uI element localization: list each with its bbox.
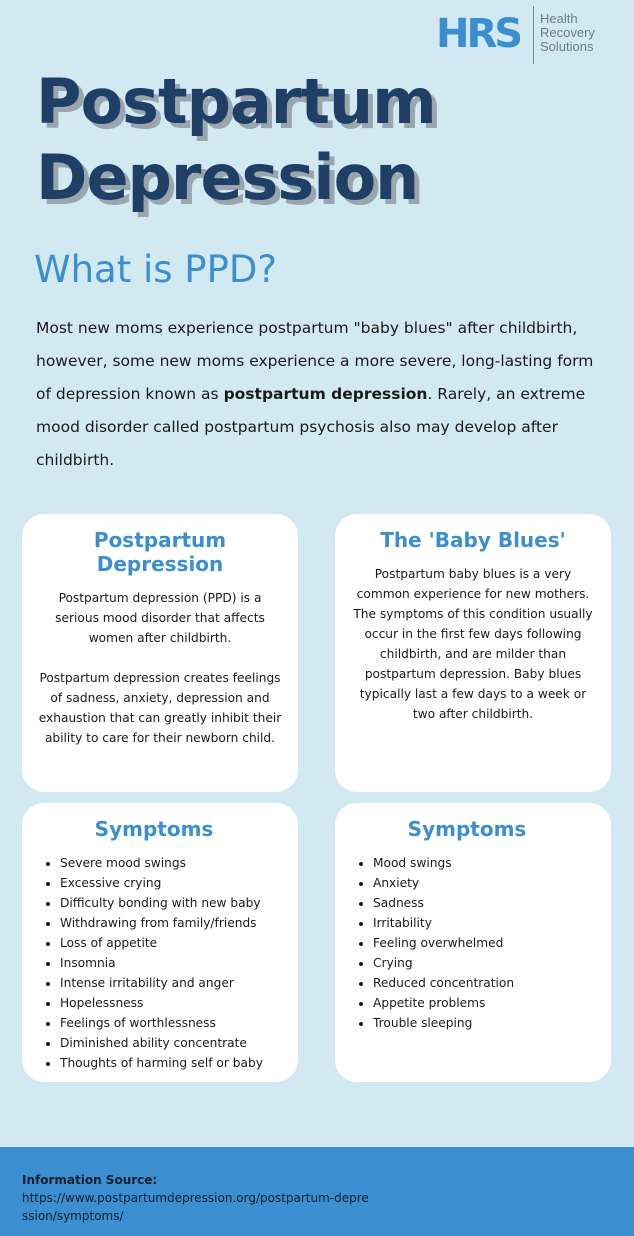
card-baby-blues — [335, 514, 611, 792]
intro-text-before: Most new moms experience postpartum "baby blues" after childbirth, however, some new moms experience a more severe, long-lasting form of depression known as — [36, 319, 594, 403]
list-item: • Feeling overwhelmed — [373, 933, 595, 953]
logo-line-2: Recovery — [540, 25, 595, 40]
source-url: https://www.postpartumdepression.org/postpartum-depression/symptoms/ — [22, 1191, 369, 1223]
card-title: The 'Baby Blues' — [380, 528, 566, 552]
footer-source — [0, 1147, 634, 1236]
card-symptoms-ppd — [22, 803, 298, 1082]
intro-text-bold: postpartum depression — [223, 385, 428, 403]
list-item: • Appetite problems — [373, 993, 595, 1013]
list-item: • Hopelessness — [60, 993, 282, 1013]
list-item: • Severe mood swings — [60, 853, 282, 873]
list-item: • Intense irritability and anger — [60, 973, 282, 993]
page-title-line-2: Depression — [36, 141, 419, 214]
card-paragraph-1: Postpartum baby blues is a very common experience for new mothers. The symptoms of this condition usually occur in the first few days following childbirth, and are milder than postpartum depression. Baby blues typically last a few days to a week or two after childbirth. — [353, 567, 593, 721]
symptom-list — [26, 853, 282, 1073]
card-postpartum-depression — [22, 514, 298, 792]
logo-line-3: Solutions — [540, 39, 594, 54]
list-item: • Thoughts of harming self or baby — [60, 1053, 282, 1073]
symptom-list — [339, 853, 595, 1033]
card-symptoms-baby-blues — [335, 803, 611, 1082]
list-item: • Loss of appetite — [60, 933, 282, 953]
list-item: • Anxiety — [373, 873, 595, 893]
card-title: Symptoms — [407, 817, 527, 841]
card-title: Postpartum Depression — [93, 528, 227, 576]
section-heading-what-is-ppd: What is PPD? — [34, 248, 278, 291]
list-item: • Insomnia — [60, 953, 282, 973]
card-title: Symptoms — [94, 817, 214, 841]
logo-divider — [533, 6, 534, 64]
source-label: Information Source: — [22, 1173, 158, 1187]
logo-wordmark — [540, 12, 595, 54]
intro-paragraph — [36, 312, 606, 477]
list-item: • Trouble sleeping — [373, 1013, 595, 1033]
card-paragraph-2: Postpartum depression creates feelings of sadness, anxiety, depression and exhaustion that can greatly inhibit their ability to care for their newborn child. — [38, 671, 282, 745]
list-item: • Mood swings — [373, 853, 595, 873]
list-item: • Irritability — [373, 913, 595, 933]
list-item: • Excessive crying — [60, 873, 282, 893]
page-title-line-1: Postpartum — [36, 65, 436, 138]
card-paragraph-1: Postpartum depression (PPD) is a serious mood disorder that affects women after childbirth. — [55, 591, 265, 645]
list-item: • Sadness — [373, 893, 595, 913]
list-item: • Crying — [373, 953, 595, 973]
list-item: • Feelings of worthlessness — [60, 1013, 282, 1033]
hrs-logo — [436, 6, 626, 64]
logo-line-1: Health — [540, 11, 578, 26]
list-item: • Withdrawing from family/friends — [60, 913, 282, 933]
list-item: • Reduced concentration — [373, 973, 595, 993]
page-title — [36, 64, 436, 216]
intro-text-after: . Rarely, an extreme mood disorder called postpartum psychosis also may develop after childbirth. — [36, 385, 586, 469]
list-item: • Diminished ability concentrate — [60, 1033, 282, 1053]
list-item: • Difficulty bonding with new baby — [60, 893, 282, 913]
logo-mark: HRS — [436, 11, 521, 57]
